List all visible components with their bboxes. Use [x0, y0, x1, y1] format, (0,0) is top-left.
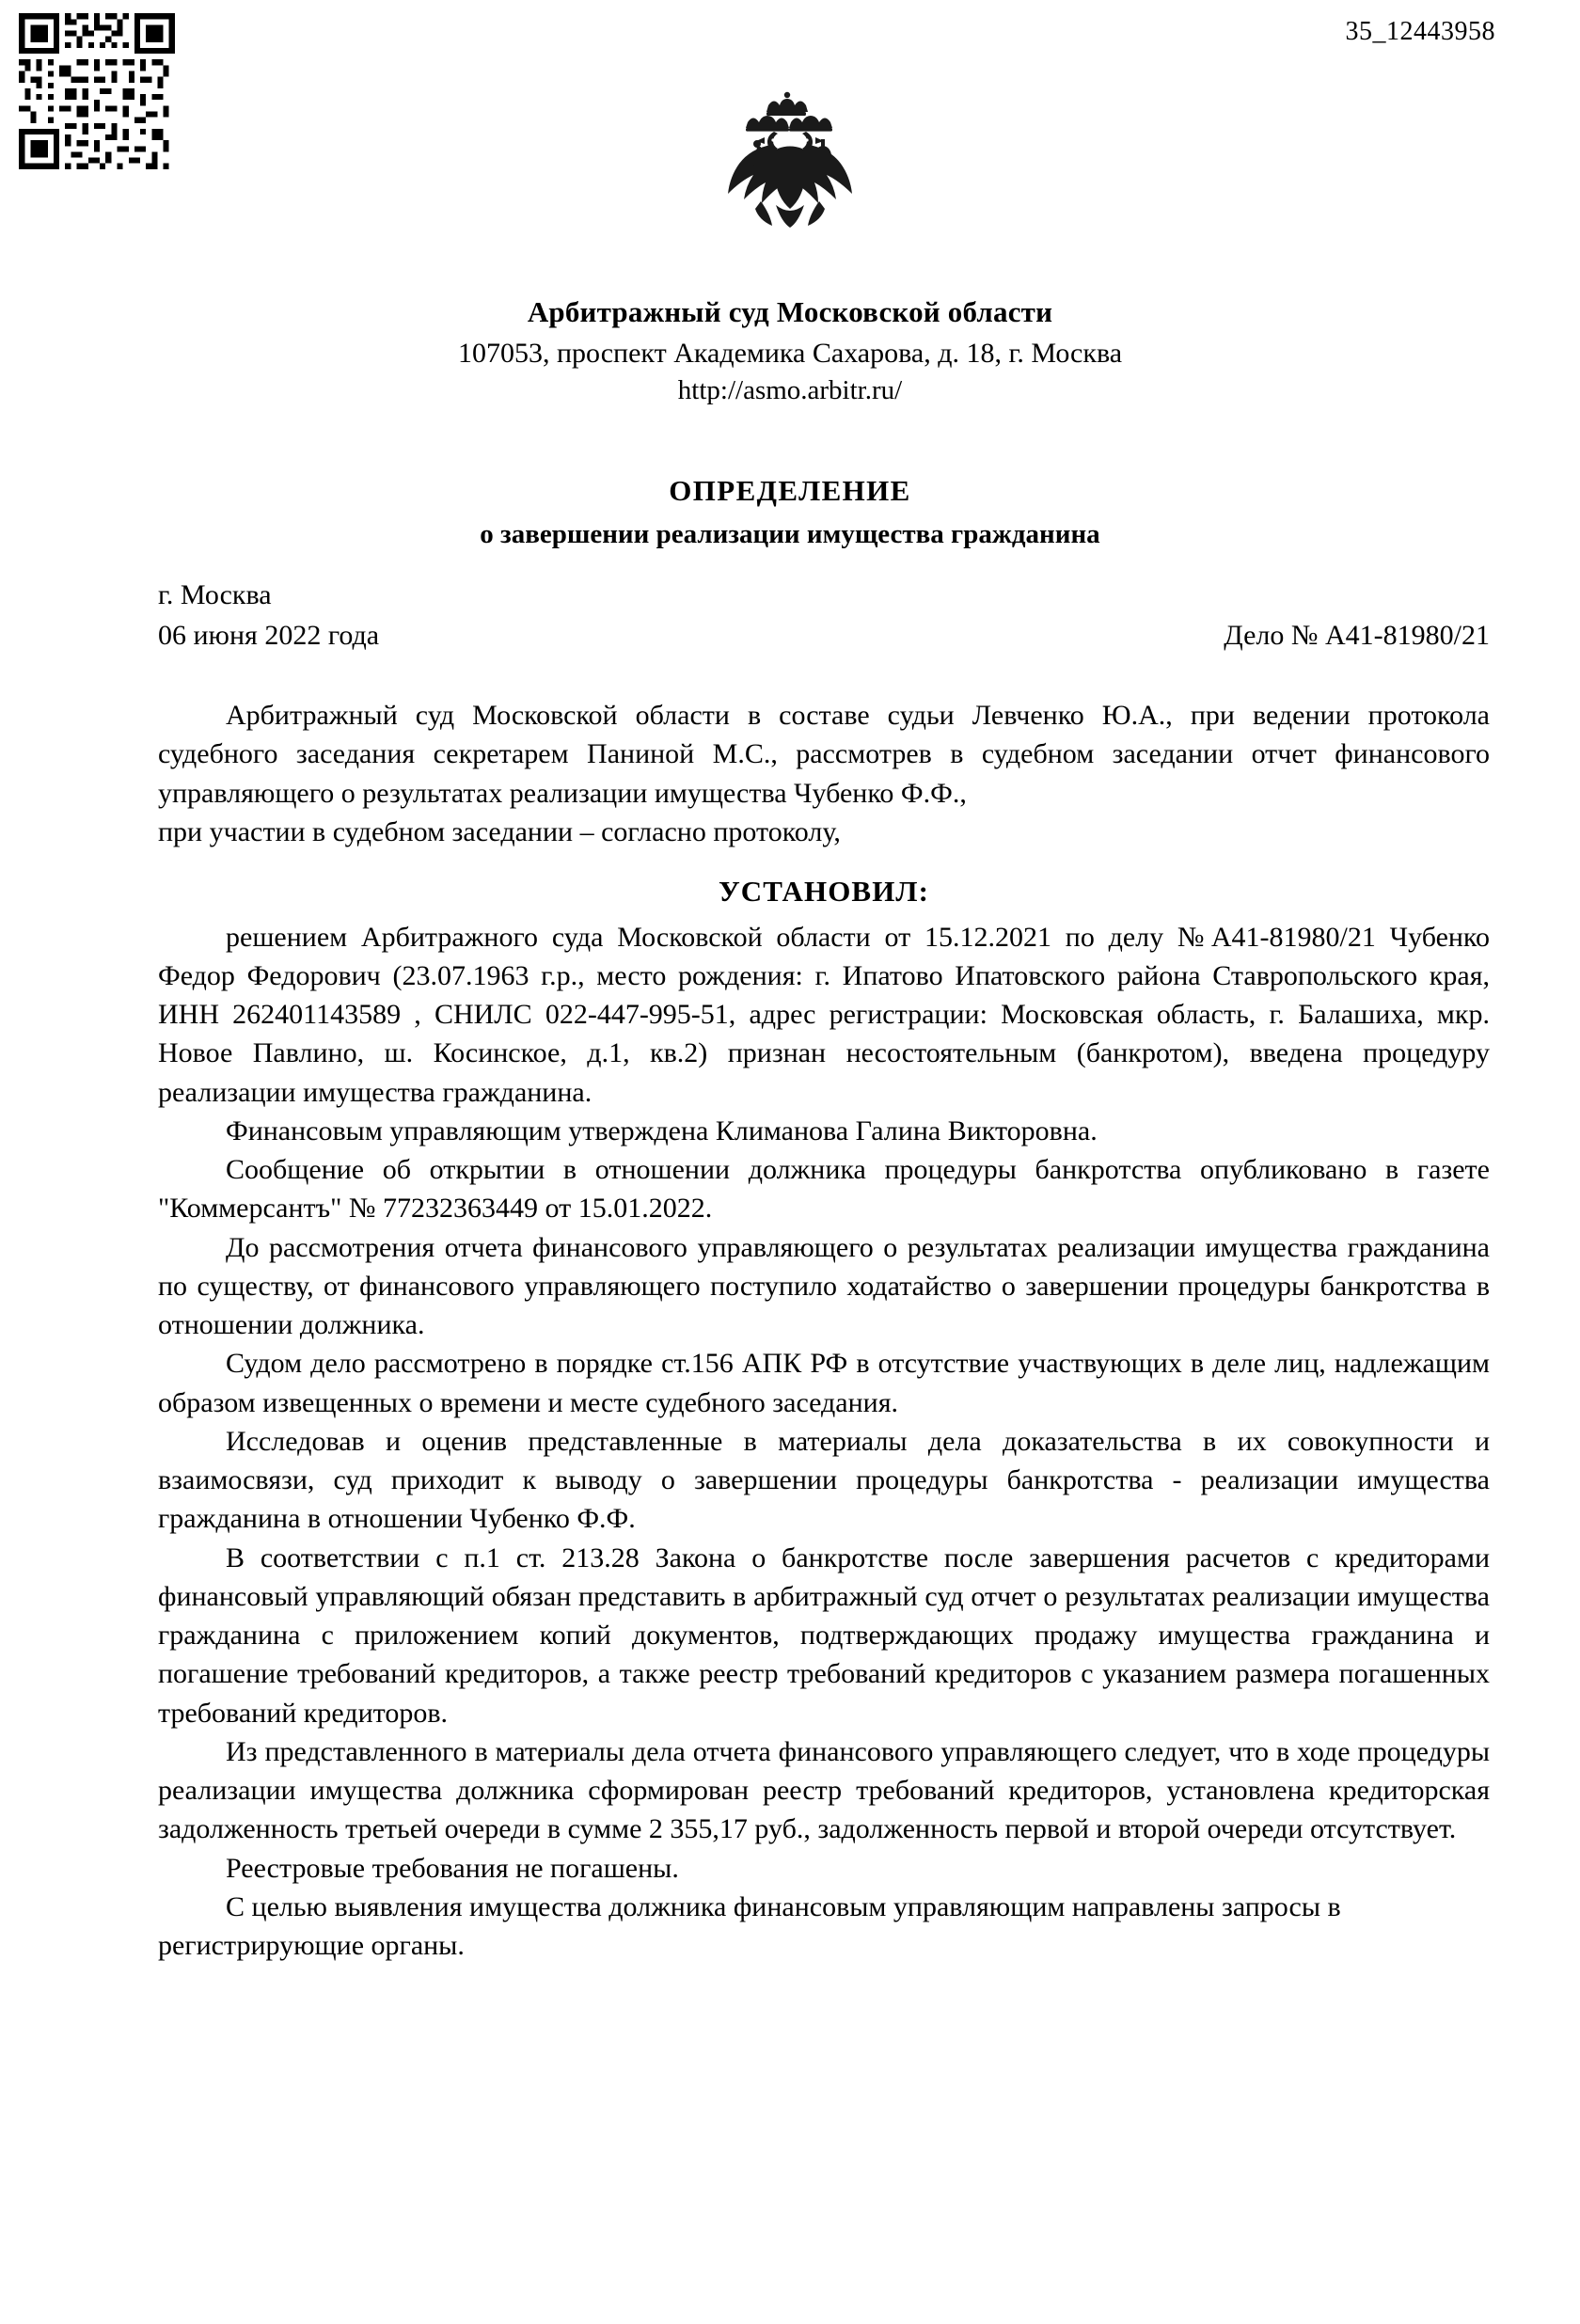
court-name: Арбитражный суд Московской области: [527, 295, 1053, 328]
body-paragraph: Реестровые требования не погашены.: [226, 1852, 679, 1884]
city-label: г. Москва: [158, 579, 272, 610]
russian-coat-of-arms-icon: [0, 90, 1580, 250]
participation-paragraph: при участии в судебном заседании – согласно протоколу,: [158, 815, 841, 847]
document-meta: [158, 576, 1490, 656]
body-paragraph: До рассмотрения отчета финансового управляющего о результатах реализации имущества гражданина по существу, от финансового управляющего поступило ходатайство о завершении процедуры банкротства в отношении должника.: [158, 1231, 1490, 1341]
body-paragraph: решением Арбитражного суда Московской области от 15.12.2021 по делу №А41-81980/21 Чубенко Федор Федорович (23.07.1963 г.р., место рождения: г. Ипатово Ипатовского района Ставропольского края, ИНН 262401143589 , СНИЛС 022-447-995-51, адрес регистрации: Московская область, г. Балашиха, мкр. Новое Павлино, ш. Косинское, д.1, кв.2) признан несостоятельным (банкротом), введена процедуру реализации имущества гражданина.: [158, 921, 1490, 1108]
body-paragraph: С целью выявления имущества должника финансовым управляющим направлены запросы в регистрирующие органы.: [158, 1890, 1341, 1962]
body-paragraph: Из представленного в материалы дела отчета финансового управляющего следует, что в ходе процедуры реализации имущества должника сформирован реестр требований кредиторов, установлена кредиторская задолженность третьей очереди в сумме 2 355,17 руб., задолженность первой и второй очереди отсутствует.: [158, 1735, 1490, 1845]
document-subject: о завершении реализации имущества гражданина: [480, 519, 1100, 549]
body-paragraph: В соответствии с п.1 ст. 213.28 Закона о банкротстве после завершения расчетов с кредиторами финансовый управляющий обязан представить в арбитражный суд отчет о результатах реализации имущества гражданина с приложением копий документов, подтверждающих продажу имущества гражданина и погашение требований кредиторов, а также реестр требований кредиторов с указанием размера погашенных требований кредиторов.: [158, 1541, 1490, 1729]
document-body: [158, 696, 1490, 1965]
body-paragraph: Исследовав и оценив представленные в материалы дела доказательства в их совокупности и взаимосвязи, суд приходит к выводу о завершении процедуры банкротства - реализации имущества гражданина в отношении Чубенко Ф.Ф.: [158, 1425, 1490, 1535]
decision-date: 06 июня 2022 года: [158, 619, 380, 651]
court-header: [0, 293, 1580, 409]
body-paragraph: Сообщение об открытии в отношении должника процедуры банкротства опубликовано в газете "Коммерсантъ" № 77232363449 от 15.01.2022.: [158, 1154, 1490, 1225]
document-id: 35_12443958: [1345, 17, 1495, 46]
document-title-block: [0, 474, 1580, 550]
court-website: http://asmo.arbitr.ru/: [677, 375, 903, 406]
document-type: ОПРЕДЕЛЕНИЕ: [669, 474, 911, 507]
intro-paragraph: Арбитражный суд Московской области в составе судьи Левченко Ю.А., при ведении протокола судебного заседания секретарем Паниной М.С., рассмотрев в судебном заседании отчет финансового управляющего о результатах реализации имущества Чубенко Ф.Ф.,: [158, 700, 1490, 809]
court-address: 107053, проспект Академика Сахарова, д. 18, г. Москва: [457, 338, 1123, 370]
body-paragraph: Финансовым управляющим утверждена Климанова Галина Викторовна.: [226, 1115, 1098, 1146]
section-heading-ustanovil: УСТАНОВИЛ:: [718, 875, 930, 908]
body-paragraph: Судом дело рассмотрено в порядке ст.156 АПК РФ в отсутствие участвующих в деле лиц, надлежащим образом извещенных о времени и месте судебного заседания.: [158, 1348, 1490, 1418]
case-number: Дело № А41-81980/21: [1224, 619, 1490, 651]
